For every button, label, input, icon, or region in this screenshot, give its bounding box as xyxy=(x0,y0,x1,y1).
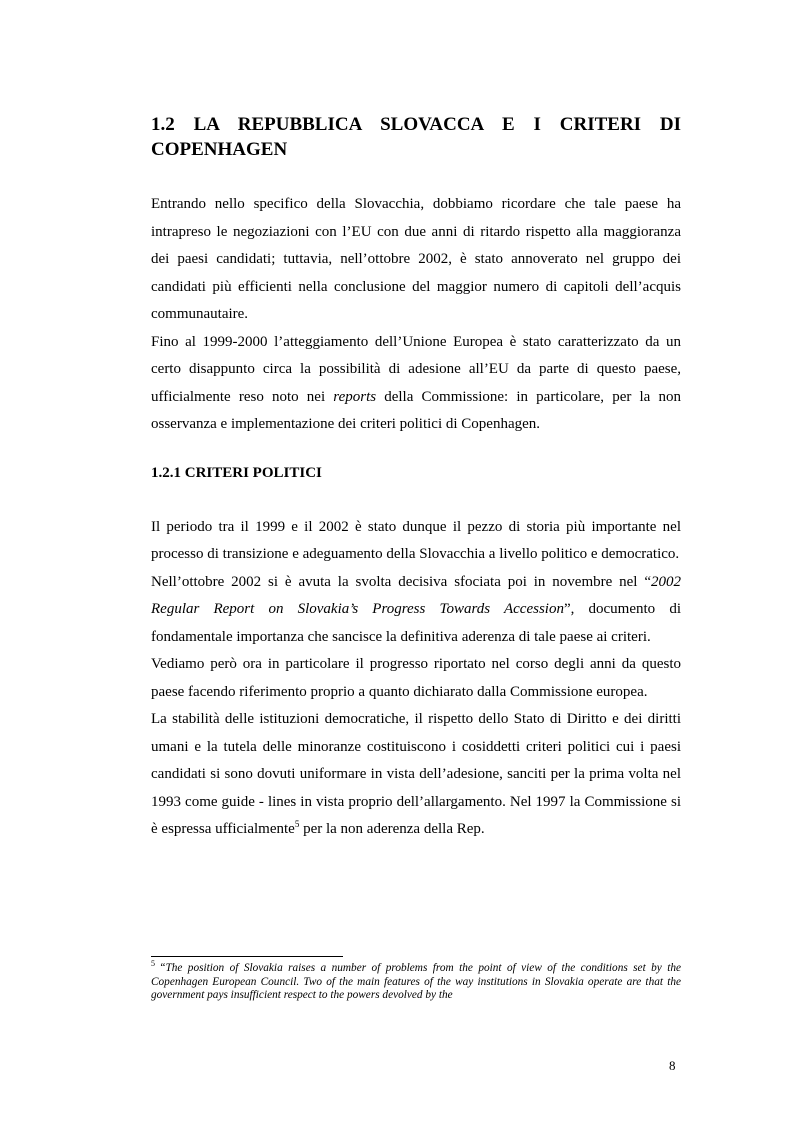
body-paragraph-4 xyxy=(151,706,681,844)
footnote xyxy=(151,959,682,1003)
body-paragraph-2-italic: 2002 Regular Report on Slovakia’s Progress Towards Accession xyxy=(151,573,681,617)
subsection-title: 1.2.1 CRITERI POLITICI xyxy=(151,464,322,481)
section-title xyxy=(151,112,681,162)
body-paragraph-3-text: Vediamo però ora in particolare il progresso riportato nel corso degli anni da questo paese facendo riferimento proprio a quanto dichiarato dalla Commissione europea. xyxy=(151,656,681,700)
document-page xyxy=(151,112,681,844)
section-title-line2: COPENHAGEN xyxy=(151,139,288,160)
footnote-mark: 5 xyxy=(151,959,155,969)
intro-paragraph-1-text: Entrando nello specifico della Slovacchia, dobbiamo ricordare che tale paese ha intrapreso le negoziazioni con l’EU con due anni di ritardo rispetto alla maggioranza dei paesi candidati; tuttavia, nell’ottobre 2002, è stato annoverato nel gruppo dei candidati più efficienti nella conclusione del maggior numero di capitoli dell’acquis communautaire. xyxy=(151,196,681,322)
body-paragraph-3 xyxy=(151,651,681,706)
intro-paragraph-2-text-a: Fino al 1999-2000 l’atteggiamento dell’Unione Europea è stato caratterizzato da un certo disappunto circa la possibilità di adesione all’EU da parte di questo paese, ufficialmente reso noto nei xyxy=(151,333,681,405)
body-paragraph-4-text-a: La stabilità delle istituzioni democratiche, il rispetto dello Stato di Diritto e dei diritti umani e la tutela delle minoranze costituiscono i cosiddetti criteri politici cui i paesi candidati si sono dovuti uniformare in vista dell’adesione, sanciti per la prima volta nel 1993 come guide - lines in vista proprio dell’allargamento. Nel 1997 la Commissione si è espressa ufficialmente xyxy=(151,711,681,837)
page-number: 8 xyxy=(669,1058,676,1073)
body-paragraph-4-text-b: per la non aderenza della Rep. xyxy=(299,821,485,837)
intro-paragraph-1 xyxy=(151,191,681,329)
intro-paragraph-2-italic: reports xyxy=(333,388,377,405)
body-paragraph-1-text: Il periodo tra il 1999 e il 2002 è stato dunque il pezzo di storia più importante nel processo di transizione e adeguamento della Slovacchia a livello politico e democratico. xyxy=(151,518,681,562)
body-paragraph-1 xyxy=(151,514,681,569)
footnote-quote-open: “ xyxy=(155,962,166,974)
intro-paragraph-2-text-b: della Commissione: in particolare, per la non osservanza e implementazione dei criteri politici di Copenhagen. xyxy=(151,388,681,432)
body-paragraph-2-text-b: ”, documento di fondamentale importanza che sancisce la definitiva aderenza di tale paese ai criteri. xyxy=(151,601,681,645)
footnote-reference[interactable]: 5 xyxy=(294,819,300,829)
body-paragraph-2 xyxy=(151,569,681,652)
intro-paragraph-2 xyxy=(151,329,681,439)
body-paragraph-2-text-a: Nell’ottobre 2002 si è avuta la svolta decisiva sfociata poi in novembre nel “ xyxy=(151,573,651,590)
footnote-text: The position of Slovakia raises a number of problems from the point of view of the conditions set by the Copenhagen European Council. Two of the main features of the way institutions in Slovakia operate are that the government pays insufficient respect to the powers devolved by the xyxy=(151,962,682,1002)
section-title-line1: 1.2 LA REPUBBLICA SLOVACCA E I CRITERI DI xyxy=(151,114,681,135)
footnote-separator xyxy=(151,956,343,957)
